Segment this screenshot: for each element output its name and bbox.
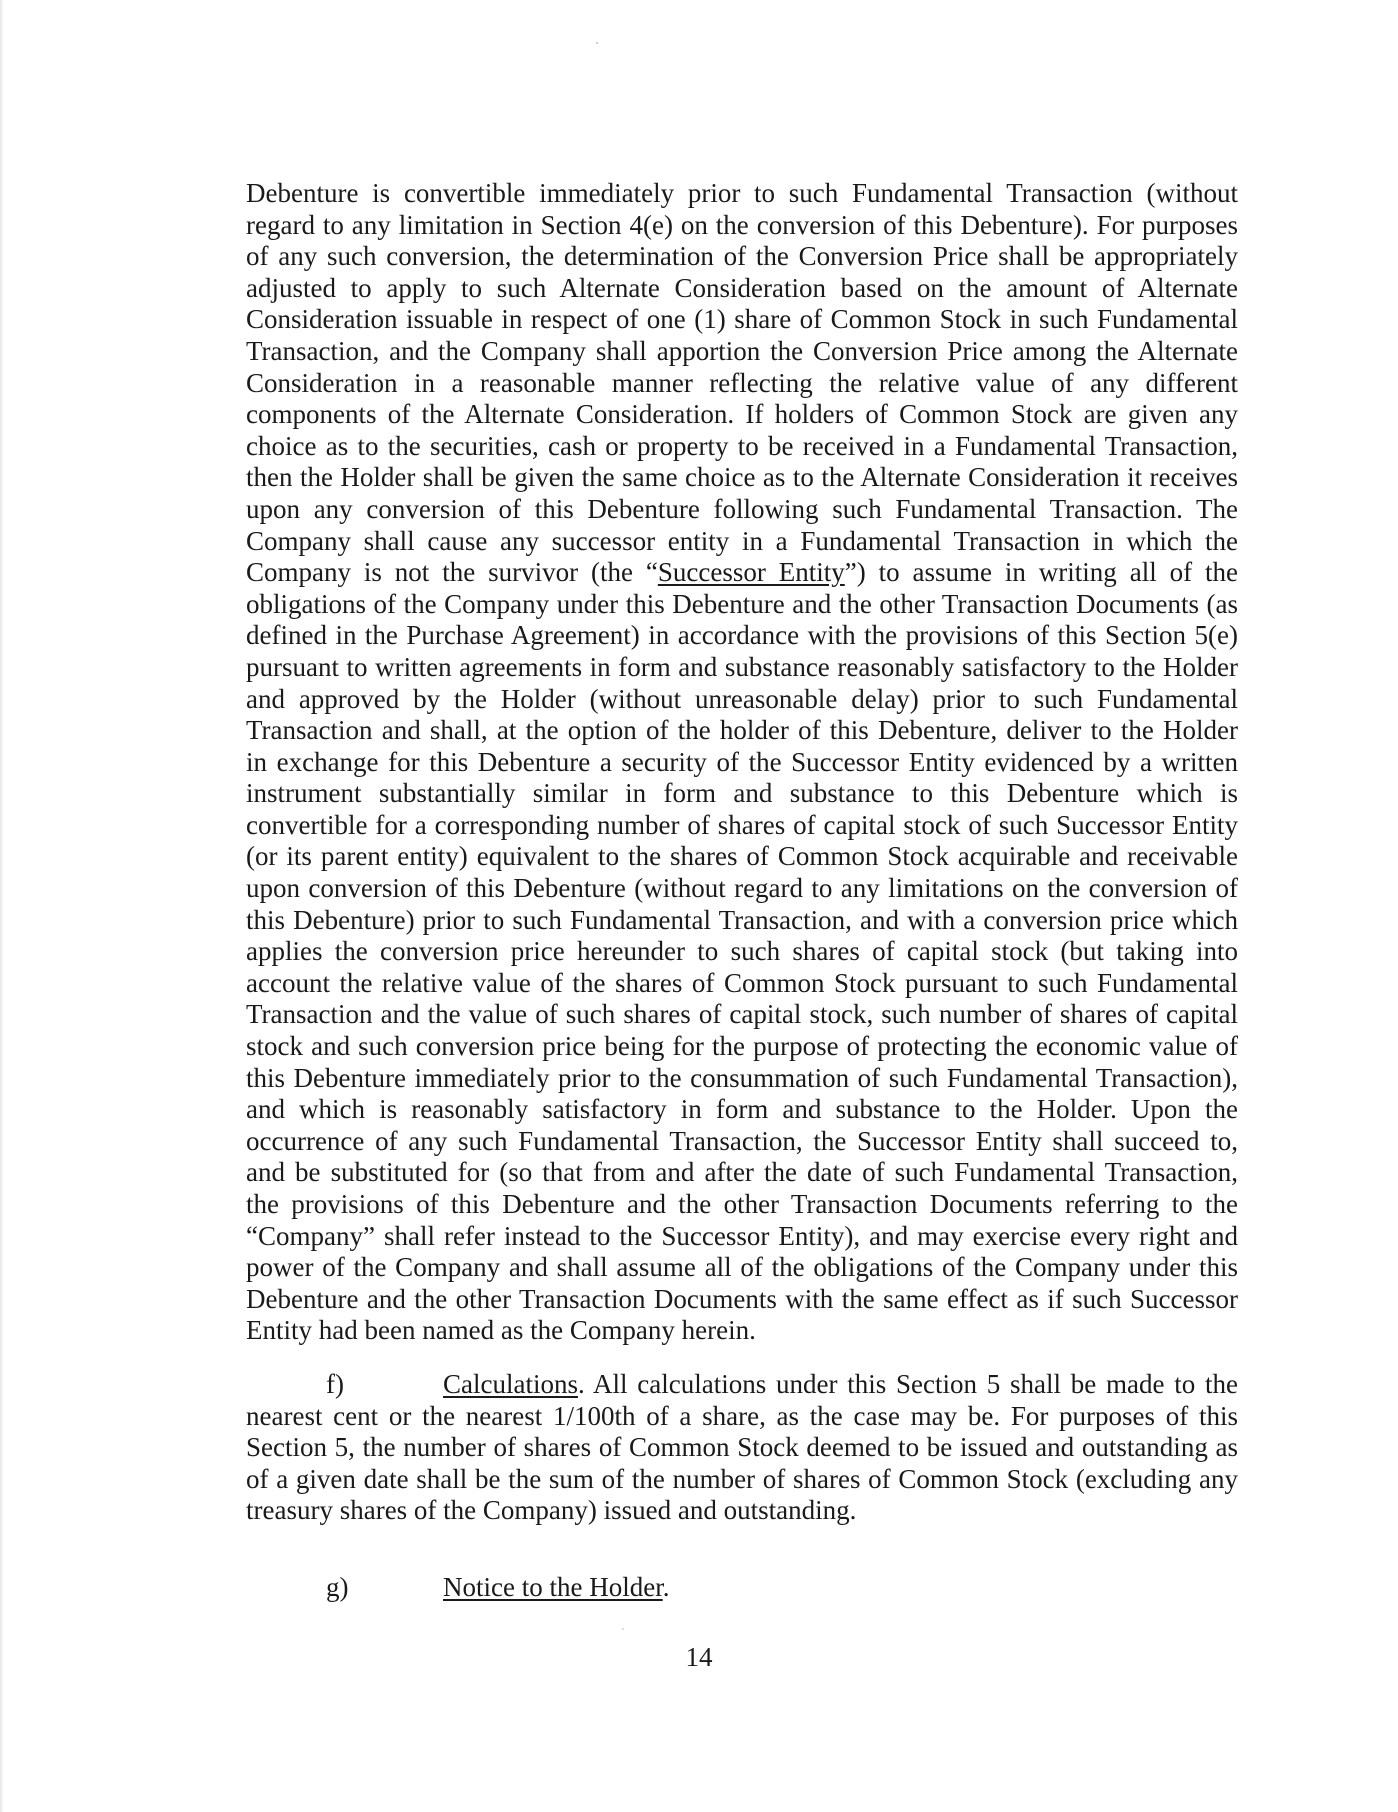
text-line: this Debenture immediately prior to the consummation of such Fundamental Transaction), (246, 1062, 1238, 1093)
text-line: Transaction, and the Company shall apportion the Conversion Price among the Alternate (246, 335, 1238, 366)
text-line: and approved by the Holder (without unreasonable delay) prior to such Fundamental (246, 683, 1238, 714)
section-heading: Calculations (443, 1369, 578, 1399)
scan-speck (622, 1628, 624, 1630)
text-line: Company shall cause any successor entity in a Fundamental Transaction in which the (246, 525, 1238, 556)
text-line: components of the Alternate Consideration. If holders of Common Stock are given any (246, 399, 1238, 430)
text-line: Entity had been named as the Company herein. (246, 1315, 756, 1346)
text-line: instrument substantially similar in form and substance to this Debenture which is (246, 778, 1238, 809)
text-line: choice as to the securities, cash or property to be received in a Fundamental Transaction, (246, 430, 1238, 461)
text-segment: . All calculations under this Section 5 shall be made to the (577, 1369, 1238, 1399)
section-f-first-line (246, 1369, 1238, 1401)
text-line: Debenture is convertible immediately prior to such Fundamental Transaction (without (246, 178, 1238, 208)
text-line-successor-entity (246, 557, 1238, 589)
text-line: convertible for a corresponding number of shares of capital stock of such Successor Entity (246, 809, 1238, 840)
text-line: upon conversion of this Debenture (without regard to any limitations on the conversion of (246, 873, 1238, 904)
text-line: treasury shares of the Company) issued and outstanding. (246, 1495, 857, 1526)
text-line: Consideration issuable in respect of one (1) share of Common Stock in such Fundamental (246, 304, 1238, 335)
text-line: Section 5, the number of shares of Common Stock deemed to be issued and outstanding as (246, 1432, 1238, 1463)
text-line: of any such conversion, the determination of the Conversion Price shall be appropriately (246, 241, 1238, 272)
text-line: defined in the Purchase Agreement) in accordance with the provisions of this Section 5(e) (246, 620, 1238, 651)
text-line: and be substituted for (so that from and after the date of such Fundamental Transaction, (246, 1157, 1238, 1188)
section-enumerator: f) (326, 1369, 344, 1399)
text-line: in exchange for this Debenture a security of the Successor Entity evidenced by a written (246, 746, 1238, 777)
text-line: Debenture and the other Transaction Documents with the same effect as if such Successor (246, 1283, 1238, 1314)
defined-term-successor-entity: Successor Entity (657, 557, 845, 588)
text-line: upon any conversion of this Debenture following such Fundamental Transaction. The (246, 493, 1238, 524)
text-line: adjusted to apply to such Alternate Consideration based on the amount of Alternate (246, 272, 1238, 303)
text-line: pursuant to written agreements in form and substance reasonably satisfactory to the Holder (246, 651, 1238, 682)
section-g-notice (246, 1572, 1238, 1604)
text-line: Consideration in a reasonable manner reflecting the relative value of any different (246, 367, 1238, 398)
text-line: obligations of the Company under this Debenture and the other Transaction Documents (as (246, 588, 1238, 619)
text-line: then the Holder shall be given the same choice as to the Alternate Consideration it receives (246, 462, 1238, 493)
continued-paragraph (246, 178, 1238, 1347)
section-enumerator: g) (326, 1572, 349, 1602)
text-line: power of the Company and shall assume all of the obligations of the Company under this (246, 1252, 1238, 1283)
text-line: and which is reasonably satisfactory in form and substance to the Holder. Upon the (246, 1094, 1238, 1125)
text-segment: Company is not the survivor (the “ (246, 557, 658, 588)
text-segment: ”) to assume in writing all of the (844, 557, 1238, 588)
text-line: applies the conversion price hereunder to such shares of capital stock (but taking into (246, 936, 1238, 967)
text-line: “Company” shall refer instead to the Successor Entity), and may exercise every right and (246, 1220, 1238, 1251)
text-line: Transaction and the value of such shares of capital stock, such number of shares of capital (246, 999, 1238, 1030)
text-line: nearest cent or the nearest 1/100th of a share, as the case may be. For purposes of this (246, 1400, 1238, 1431)
text-line: regard to any limitation in Section 4(e) on the conversion of this Debenture). For purposes (246, 209, 1238, 240)
text-line: of a given date shall be the sum of the number of shares of Common Stock (excluding any (246, 1463, 1238, 1494)
text-line: the provisions of this Debenture and the other Transaction Documents referring to the (246, 1189, 1238, 1219)
section-f-calculations (246, 1369, 1238, 1527)
text-segment: . (662, 1572, 670, 1602)
section-heading: Notice to the Holder (443, 1572, 663, 1602)
text-line: (or its parent entity) equivalent to the shares of Common Stock acquirable and receivable (246, 841, 1238, 872)
page-number: 14 (685, 1642, 713, 1672)
scan-page-edge (0, 0, 4, 1812)
text-line: Transaction and shall, at the option of the holder of this Debenture, deliver to the Holder (246, 715, 1238, 746)
text-line: this Debenture) prior to such Fundamental Transaction, and with a conversion price which (246, 904, 1238, 935)
text-line: occurrence of any such Fundamental Transaction, the Successor Entity shall succeed to, (246, 1125, 1238, 1156)
text-line: stock and such conversion price being for the purpose of protecting the economic value of (246, 1031, 1238, 1062)
text-line: account the relative value of the shares of Common Stock pursuant to such Fundamental (246, 967, 1238, 998)
scan-speck (596, 42, 598, 44)
